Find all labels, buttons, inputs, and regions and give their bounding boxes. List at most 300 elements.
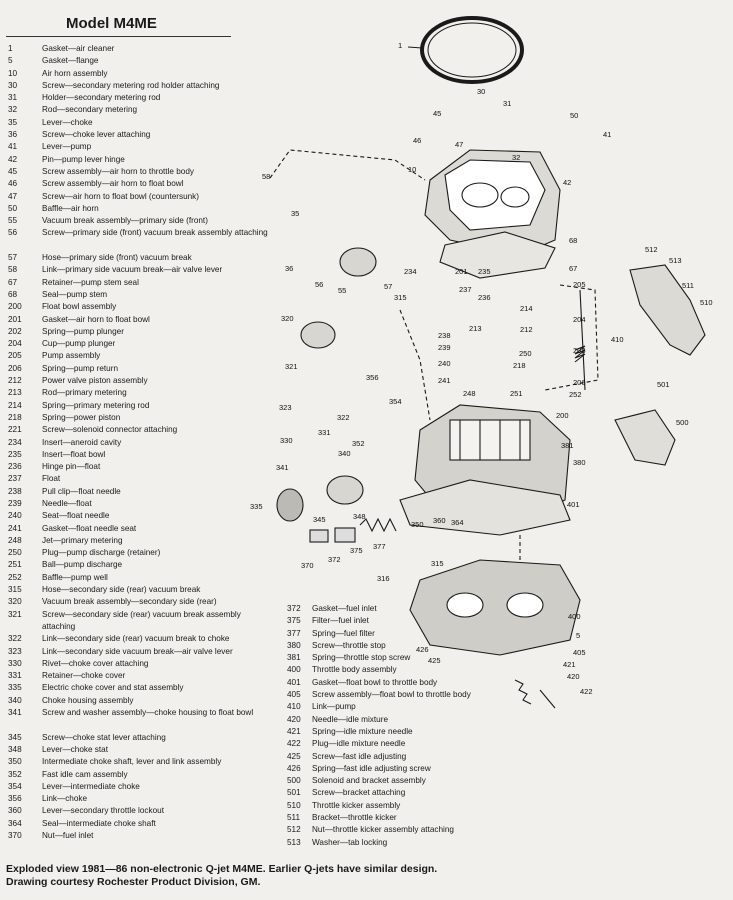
part-number: 377 <box>287 628 301 638</box>
parts-list-row <box>0 141 275 153</box>
diagram-callout: 236 <box>478 293 491 302</box>
part-description: Hose—secondary side (rear) vacuum break <box>42 585 201 595</box>
part-number: 425 <box>287 751 301 761</box>
part-description: Screw—throttle stop <box>312 640 386 650</box>
part-number: 68 <box>8 289 18 299</box>
part-description: Retainer—pump stem seal <box>42 277 139 287</box>
diagram-callout: 67 <box>569 264 578 273</box>
part-number: 41 <box>8 142 18 152</box>
parts-list-row <box>0 104 275 116</box>
part-description: Pump assembly <box>42 351 101 361</box>
part-description: Baffle—pump well <box>42 572 108 582</box>
diagram-callout: 372 <box>328 555 341 564</box>
part-number: 360 <box>8 806 22 816</box>
part-description: Screw—solenoid connector attaching <box>42 425 178 435</box>
part-description: Float bowl assembly <box>42 302 117 312</box>
parts-list-row <box>0 646 275 658</box>
part-description: Needle—float <box>42 498 92 508</box>
part-description: Spring—idle mixture needle <box>312 726 413 736</box>
diagram-callout: 206 <box>573 378 586 387</box>
part-number: 370 <box>8 831 22 840</box>
parts-list-row <box>0 203 275 215</box>
part-description: Baffle—air horn <box>42 203 99 213</box>
diagram-callout: 213 <box>469 324 482 333</box>
diagram-callout: 356 <box>366 373 379 382</box>
caption-line-2: Drawing courtesy Rochester Product Division, GM. <box>6 876 261 888</box>
parts-list-row <box>0 596 275 608</box>
part-description: Lever—intermediate choke <box>42 781 140 791</box>
parts-list-row <box>0 658 275 670</box>
parts-list-row <box>0 805 275 817</box>
part-number: 200 <box>8 302 22 312</box>
parts-list-row <box>0 756 275 768</box>
diagram-callout: 238 <box>438 331 451 340</box>
parts-list-row <box>0 695 275 707</box>
part-number: 315 <box>8 585 22 595</box>
part-number: 218 <box>8 412 22 422</box>
part-number: 201 <box>8 314 22 324</box>
diagram-callout: 370 <box>301 561 314 570</box>
part-number: 410 <box>287 702 301 712</box>
part-number: 510 <box>287 800 301 810</box>
part-number: 214 <box>8 400 22 410</box>
diagram-callout: 239 <box>438 343 451 352</box>
diagram-callout: 31 <box>503 99 512 108</box>
part-description: Screw—secondary metering rod holder attaching <box>42 80 220 90</box>
diagram-callout: 56 <box>315 280 324 289</box>
part-description: Air horn assembly <box>42 68 108 78</box>
title-bar <box>6 6 231 37</box>
part-number: 335 <box>8 683 22 693</box>
part-number: 42 <box>8 154 18 164</box>
parts-list-row <box>0 166 275 178</box>
part-description: Gasket—air horn to float bowl <box>42 314 150 324</box>
part-description: Gasket—float needle seat <box>42 523 137 533</box>
part-number: 348 <box>8 744 22 754</box>
part-number: 372 <box>287 604 301 613</box>
parts-list-row <box>0 264 275 276</box>
diagram-callout: 218 <box>513 361 526 370</box>
diagram-callout: 420 <box>567 672 580 681</box>
parts-list-row <box>0 326 275 338</box>
diagram-callout: 234 <box>404 267 417 276</box>
diagram-callout: 214 <box>520 304 533 313</box>
part-number: 234 <box>8 437 22 447</box>
part-number: 352 <box>8 769 22 779</box>
part-number: 331 <box>8 671 22 681</box>
part-description: Rod—secondary metering <box>42 105 138 115</box>
part-number: 47 <box>8 191 18 201</box>
parts-list-row <box>0 682 275 694</box>
parts-list-row <box>0 584 275 596</box>
part-description: Nut—fuel inlet <box>42 831 94 840</box>
part-description: Float <box>42 474 61 484</box>
part-description: Seal—intermediate choke shaft <box>42 818 156 828</box>
part-description: Vacuum break assembly—primary side (front) <box>42 216 208 226</box>
part-number: 202 <box>8 326 22 336</box>
diagram-callout: 426 <box>416 645 429 654</box>
part-description: Pin—pump lever hinge <box>42 154 125 164</box>
part-description: Ball—pump discharge <box>42 560 123 570</box>
part-number: 380 <box>287 640 301 650</box>
part-description: Spring—power piston <box>42 412 121 422</box>
parts-list-row <box>0 92 275 104</box>
diagram-callout: 315 <box>431 559 444 568</box>
diagram-callout: 500 <box>676 418 689 427</box>
part-description: Filter—fuel inlet <box>312 616 369 626</box>
part-description: Retainer—choke cover <box>42 671 126 681</box>
parts-list-row <box>0 117 275 129</box>
parts-list-row <box>0 609 275 634</box>
diagram-callout: 46 <box>413 136 422 145</box>
part-description: Gasket—air cleaner <box>42 44 115 53</box>
part-number: 513 <box>287 837 301 847</box>
part-description: Plug—pump discharge (retainer) <box>42 548 161 558</box>
diagram-callout: 241 <box>438 376 451 385</box>
parts-list-row <box>0 191 275 203</box>
part-number: 50 <box>8 203 18 213</box>
diagram-callout: 32 <box>512 153 521 162</box>
diagram-callout: 380 <box>573 458 586 467</box>
part-description: Nut—throttle kicker assembly attaching <box>312 825 454 835</box>
part-number: 364 <box>8 818 22 828</box>
parts-list-row <box>0 129 275 141</box>
part-number: 341 <box>8 708 22 718</box>
parts-list-row <box>0 215 275 227</box>
part-number: 421 <box>287 726 301 736</box>
diagram-callout: 331 <box>318 428 331 437</box>
diagram-callout: 203 <box>573 346 586 355</box>
part-number: 322 <box>8 634 22 644</box>
diagram-callout: 316 <box>377 574 390 583</box>
part-description: Cup—pump plunger <box>42 339 116 349</box>
part-number: 354 <box>8 781 22 791</box>
parts-list-row <box>0 498 275 510</box>
diagram-callout: 323 <box>279 403 292 412</box>
part-number: 32 <box>8 105 18 115</box>
part-description: Screw—air horn to float bowl (countersunk) <box>42 191 199 201</box>
part-number: 204 <box>8 339 22 349</box>
part-number: 340 <box>8 695 22 705</box>
diagram-callout: 511 <box>682 281 694 290</box>
parts-list-row <box>0 178 275 190</box>
parts-list-row <box>0 227 275 252</box>
part-description: Screw—choke lever attaching <box>42 130 151 140</box>
part-description: Rod—primary metering <box>42 388 127 398</box>
part-number: 400 <box>287 665 301 675</box>
part-description: Insert—float bowl <box>42 449 106 459</box>
part-number: 356 <box>8 794 22 804</box>
diagram-callout: 201 <box>455 267 468 276</box>
part-description: Choke housing assembly <box>42 695 134 705</box>
parts-list-row <box>0 314 275 326</box>
part-number: 58 <box>8 265 18 275</box>
diagram-callout: 322 <box>337 413 350 422</box>
diagram-callout: 240 <box>438 359 451 368</box>
part-description: Screw assembly—air horn to throttle body <box>42 166 194 176</box>
diagram-callout: 248 <box>463 389 476 398</box>
part-number: 30 <box>8 80 18 90</box>
part-description: Insert—aneroid cavity <box>42 437 122 447</box>
diagram-callout: 510 <box>700 298 713 307</box>
part-description: Link—choke <box>42 794 88 804</box>
part-description: Lever—choke stat <box>42 744 108 754</box>
diagram-callout: 513 <box>669 256 682 265</box>
diagram-callout: 10 <box>408 165 417 174</box>
part-description: Vacuum break assembly—secondary side (rear) <box>42 597 217 607</box>
part-number: 320 <box>8 597 22 607</box>
diagram-callout: 204 <box>573 315 586 324</box>
part-description: Holder—secondary metering rod <box>42 93 161 103</box>
parts-list-row <box>0 43 275 55</box>
page-title: Model M4ME <box>66 15 157 32</box>
part-description: Pull clip—float needle <box>42 486 121 496</box>
diagram-callout: 237 <box>459 285 472 294</box>
parts-list-row <box>0 80 275 92</box>
parts-list-row <box>0 744 275 756</box>
part-number: 375 <box>287 616 301 626</box>
parts-list-row <box>0 793 275 805</box>
part-description: Solenoid and bracket assembly <box>312 776 426 786</box>
diagram-callout: 350 <box>411 520 424 529</box>
part-description: Power valve piston assembly <box>42 376 148 386</box>
part-number: 321 <box>8 609 22 619</box>
part-description: Link—secondary side vacuum break—air valve lever <box>42 646 233 656</box>
parts-list-row <box>0 387 275 399</box>
diagram-callout: 57 <box>384 282 393 291</box>
part-description: Throttle body assembly <box>312 665 397 675</box>
part-number: 248 <box>8 535 22 545</box>
parts-list-row <box>0 154 275 166</box>
part-number: 36 <box>8 130 18 140</box>
diagram-callout: 512 <box>645 245 658 254</box>
part-number: 236 <box>8 462 22 472</box>
parts-list-row <box>0 461 275 473</box>
diagram-callout: 425 <box>428 656 441 665</box>
part-number: 511 <box>287 813 301 823</box>
diagram-callout: 360 <box>433 516 446 525</box>
part-description: Rivet—choke cover attaching <box>42 658 149 668</box>
part-description: Screw—choke stat lever attaching <box>42 732 166 742</box>
diagram-callout: 205 <box>573 280 586 289</box>
diagram-callout: 501 <box>657 380 670 389</box>
parts-list-row <box>0 289 275 301</box>
parts-list-row <box>0 559 275 571</box>
part-number: 238 <box>8 486 22 496</box>
diagram-callout: 235 <box>478 267 491 276</box>
part-description: Spring—pump plunger <box>42 326 124 336</box>
part-number: 250 <box>8 548 22 558</box>
part-description: Gasket—fuel inlet <box>312 604 377 613</box>
part-number: 381 <box>287 653 301 663</box>
parts-list-row <box>0 252 275 264</box>
diagram-callout: 335 <box>250 502 263 511</box>
part-description: Electric choke cover and stat assembly <box>42 683 184 693</box>
parts-list-left <box>0 43 275 842</box>
parts-list-row <box>0 473 275 485</box>
diagram-callout: 364 <box>451 518 464 527</box>
diagram-callout: 1 <box>398 41 403 50</box>
diagram-callout: 41 <box>603 130 612 139</box>
part-number: 56 <box>8 228 18 238</box>
part-number: 57 <box>8 253 18 263</box>
diagram-callout: 377 <box>373 542 386 551</box>
diagram-callout: 35 <box>291 209 300 218</box>
diagram-callout: 330 <box>280 436 293 445</box>
part-description: Washer—tab locking <box>312 837 388 847</box>
part-description: Intermediate choke shaft, lever and link assembly <box>42 757 222 767</box>
part-number: 252 <box>8 572 22 582</box>
part-description: Screw—fast idle adjusting <box>312 751 407 761</box>
parts-list-row <box>0 301 275 313</box>
diagram-callout: 340 <box>338 449 351 458</box>
part-number: 10 <box>8 68 18 78</box>
parts-list-row <box>0 277 275 289</box>
diagram-callout: 315 <box>394 293 407 302</box>
parts-list-row <box>0 732 275 744</box>
diagram-callout: 422 <box>580 687 593 696</box>
diagram-callout: 55 <box>338 286 347 295</box>
diagram-callout: 354 <box>389 397 402 406</box>
part-number: 206 <box>8 363 22 373</box>
part-number: 46 <box>8 179 18 189</box>
part-number: 512 <box>287 825 301 835</box>
diagram-callout: 421 <box>563 660 576 669</box>
part-number: 235 <box>8 449 22 459</box>
part-description: Lever—pump <box>42 142 92 152</box>
exploded-view-diagram <box>235 0 733 860</box>
diagram-callout: 410 <box>611 335 624 344</box>
diagram-callout: 251 <box>510 389 523 398</box>
part-number: 212 <box>8 376 22 386</box>
parts-list-row <box>0 633 275 645</box>
diagram-callout: 345 <box>313 515 326 524</box>
parts-list-row <box>0 523 275 535</box>
diagram-callout: 352 <box>352 439 365 448</box>
part-description: Screw assembly—float bowl to throttle body <box>312 690 471 700</box>
part-number: 501 <box>287 788 301 798</box>
part-number: 251 <box>8 560 22 570</box>
diagram-callout: 50 <box>570 111 579 120</box>
parts-list-row <box>0 449 275 461</box>
part-description: Throttle kicker assembly <box>312 800 401 810</box>
parts-list-row <box>0 338 275 350</box>
parts-list-row <box>0 670 275 682</box>
parts-list-row <box>0 424 275 436</box>
part-description: Screw—primary side (front) vacuum break assembly attaching <box>42 228 268 238</box>
part-number: 237 <box>8 474 22 484</box>
parts-list-row <box>0 375 275 387</box>
part-number: 67 <box>8 277 18 287</box>
parts-list-row <box>0 535 275 547</box>
part-number: 350 <box>8 757 22 767</box>
part-number: 241 <box>8 523 22 533</box>
part-description: Lever—secondary throttle lockout <box>42 806 164 816</box>
part-description: Seal—pump stem <box>42 289 108 299</box>
part-description: Spring—throttle stop screw <box>312 653 411 663</box>
part-number: 5 <box>8 56 13 66</box>
parts-list-row <box>0 55 275 67</box>
part-description: Screw—bracket attaching <box>312 788 406 798</box>
part-number: 401 <box>287 677 301 687</box>
part-number: 221 <box>8 425 22 435</box>
diagram-callout: 401 <box>567 500 580 509</box>
parts-list-row <box>0 781 275 793</box>
parts-list-row <box>0 68 275 80</box>
diagram-callout: 348 <box>353 512 366 521</box>
diagram-callout: 68 <box>569 236 578 245</box>
parts-list-row <box>0 363 275 375</box>
diagram-callout: 30 <box>477 87 486 96</box>
diagram-callout: 47 <box>455 140 464 149</box>
parts-list-row <box>0 830 275 842</box>
part-description: Link—secondary side (rear) vacuum break to choke <box>42 634 230 644</box>
diagram-callout: 45 <box>433 109 442 118</box>
diagram-callout: 212 <box>520 325 533 334</box>
part-number: 31 <box>8 93 18 103</box>
caption-line-1: Exploded view 1981—86 non-electronic Q-jet M4ME. Earlier Q-jets have similar design. <box>6 863 438 875</box>
part-number: 422 <box>287 739 301 749</box>
part-description: Lever—choke <box>42 117 93 127</box>
parts-list-row <box>0 350 275 362</box>
part-number: 426 <box>287 763 301 773</box>
part-description: Link—pump <box>312 702 356 712</box>
part-description: Bracket—throttle kicker <box>312 813 397 823</box>
parts-list-row <box>0 707 275 732</box>
part-number: 239 <box>8 498 22 508</box>
part-number: 1 <box>8 44 13 53</box>
diagram-callout: 200 <box>556 411 569 420</box>
part-description: Plug—idle mixture needle <box>312 739 406 749</box>
part-number: 405 <box>287 690 301 700</box>
diagram-callout: 250 <box>519 349 532 358</box>
diagram-callout: 36 <box>285 264 294 273</box>
part-number: 420 <box>287 714 301 724</box>
part-number: 35 <box>8 117 18 127</box>
part-number: 213 <box>8 388 22 398</box>
part-description: Screw assembly—air horn to float bowl <box>42 179 184 189</box>
part-description: Gasket—float bowl to throttle body <box>312 677 438 687</box>
part-number: 500 <box>287 776 301 786</box>
part-number: 240 <box>8 511 22 521</box>
parts-list-row <box>0 769 275 781</box>
diagram-callout: 42 <box>563 178 572 187</box>
part-description: Seat—float needle <box>42 511 110 521</box>
parts-list-row <box>0 412 275 424</box>
part-description: Spring—fast idle adjusting screw <box>312 763 431 773</box>
part-description: Hinge pin—float <box>42 462 101 472</box>
part-description: Spring—pump return <box>42 363 118 373</box>
part-number: 45 <box>8 166 18 176</box>
parts-list-row <box>0 547 275 559</box>
diagram-callout: 252 <box>569 390 582 399</box>
part-number: 345 <box>8 732 22 742</box>
diagram-callout: 321 <box>285 362 298 371</box>
part-description: Fast idle cam assembly <box>42 769 128 779</box>
diagram-callout: 320 <box>281 314 294 323</box>
parts-list-row <box>0 437 275 449</box>
diagram-callout: 58 <box>262 172 271 181</box>
part-description: Screw—secondary side (rear) vacuum break assembly attaching <box>42 609 241 631</box>
part-description: Jet—primary metering <box>42 535 123 545</box>
diagram-callout: 405 <box>573 648 586 657</box>
part-description: Needle—idle mixture <box>312 714 388 724</box>
diagram-callout: 375 <box>350 546 363 555</box>
part-number: 330 <box>8 658 22 668</box>
diagram-callout: 5 <box>576 631 581 640</box>
part-description: Screw and washer assembly—choke housing to float bowl <box>42 708 254 718</box>
part-number: 205 <box>8 351 22 361</box>
